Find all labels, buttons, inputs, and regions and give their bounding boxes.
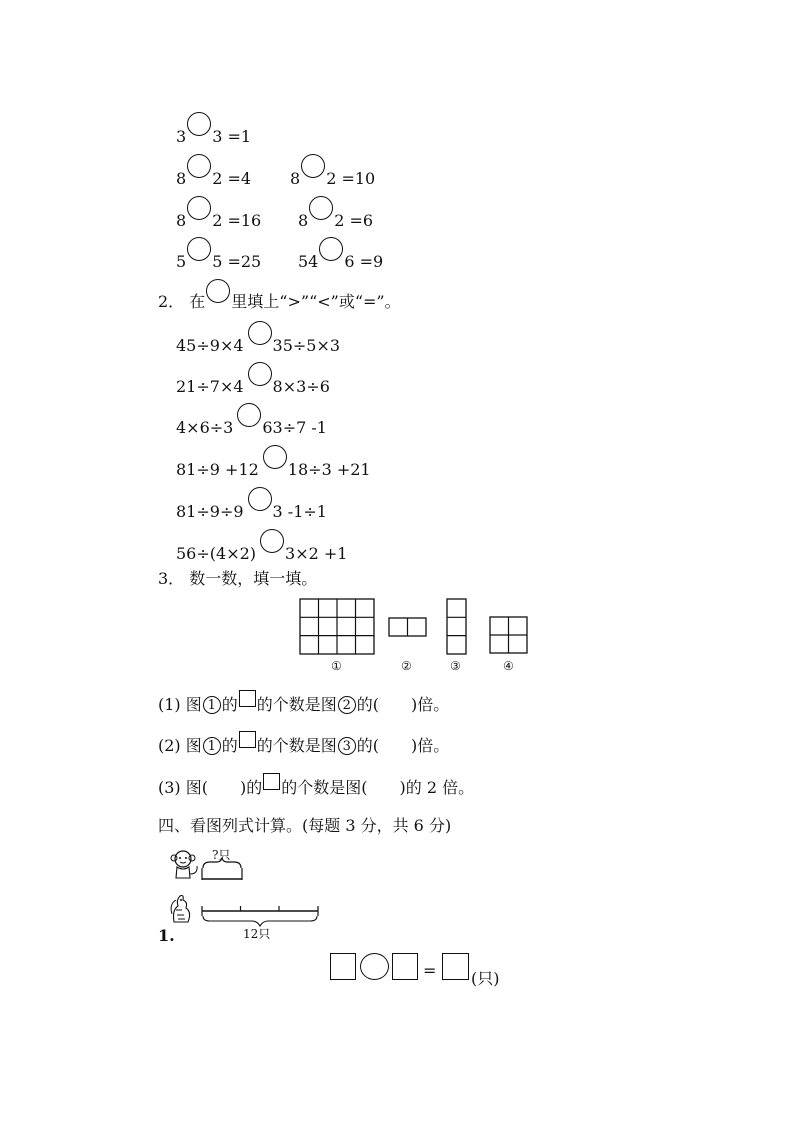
fill-operator-item: 8 2 =4 [176, 154, 251, 188]
question-3-title: 3． 数一数，填一填。 [158, 569, 318, 588]
question-3-sub-2: (2) 图 1 的 的个数是图 3 的( )倍。 [158, 731, 449, 756]
figure-label-4: ④ [503, 659, 514, 673]
square-icon [239, 731, 256, 748]
answer-circle-icon [206, 279, 230, 303]
question-prefix: 在 [189, 292, 206, 311]
fill-operator-item: 8 2 =16 [176, 196, 261, 230]
circled-number: 1 [203, 696, 221, 714]
answer-circle-icon[interactable] [187, 196, 211, 220]
fill-operator-item: 3 3 =1 [176, 112, 251, 146]
fill-operator-item: 54 6 =9 [298, 237, 383, 271]
top-brace-bar [200, 858, 244, 884]
question-instruction: 里填上“>”“<”或“=”。 [231, 292, 401, 311]
answer-box-2[interactable] [392, 953, 418, 980]
answer-box-result[interactable] [442, 953, 469, 980]
question-3-sub-3: (3) 图( )的 的个数是图( )的 2 倍。 [158, 773, 474, 798]
compare-item: 81÷9 +12 18÷3 +21 [176, 445, 371, 479]
circled-number: 1 [203, 737, 221, 755]
answer-circle-icon[interactable] [319, 237, 343, 261]
answer-box-1[interactable] [330, 953, 356, 980]
answer-circle-icon[interactable] [248, 487, 272, 511]
monkey-icon [168, 848, 202, 882]
answer-circle-icon[interactable] [187, 154, 211, 178]
question-3-sub-1: (1) 图 1 的 的个数是图 2 的( )倍。 [158, 690, 449, 715]
compare-item: 4×6÷3 63÷7 -1 [176, 403, 327, 437]
operator-circle[interactable] [360, 953, 389, 980]
fill-operator-item: 5 5 =25 [176, 237, 261, 271]
answer-circle-icon[interactable] [187, 112, 211, 136]
figure-4-grid [489, 616, 529, 655]
squirrel-icon [168, 892, 198, 924]
answer-circle-icon[interactable] [237, 403, 261, 427]
answer-circle-icon[interactable] [187, 237, 211, 261]
answer-circle-icon[interactable] [248, 321, 272, 345]
figure-label-1: ① [331, 659, 342, 673]
square-icon [263, 773, 280, 790]
circled-number: 3 [338, 737, 356, 755]
compare-item: 81÷9÷9 3 -1÷1 [176, 487, 327, 521]
section-4-title: 四、看图列式计算。(每题 3 分，共 6 分) [158, 816, 452, 835]
answer-circle-icon[interactable] [263, 445, 287, 469]
square-icon [239, 690, 256, 707]
figure-label-3: ③ [450, 659, 461, 673]
question-2-title [158, 279, 401, 312]
compare-item: 56÷(4×2) 3×2 +1 [176, 529, 347, 563]
answer-circle-icon[interactable] [301, 154, 325, 178]
fill-operator-item: 8 2 =10 [290, 154, 375, 188]
answer-circle-icon[interactable] [248, 362, 272, 386]
fill-operator-item: 8 2 =6 [298, 196, 373, 230]
figure-label-2: ② [401, 659, 412, 673]
equals-sign: = [423, 961, 437, 980]
answer-circle-icon[interactable] [309, 196, 333, 220]
compare-item: 21÷7×4 8×3÷6 [176, 362, 330, 396]
label-unknown-count: ?只 [212, 848, 231, 862]
figure-1-grid [299, 598, 377, 656]
compare-item: 45÷9×4 35÷5×3 [176, 321, 340, 355]
problem-number: 1. [158, 926, 175, 945]
figure-3-grid [446, 598, 468, 656]
unit-label: (只) [471, 969, 500, 988]
circled-number: 2 [338, 696, 356, 714]
figure-2-grid [388, 617, 428, 637]
label-total-count: 12只 [243, 927, 271, 941]
answer-circle-icon[interactable] [260, 529, 284, 553]
question-number: 2． [158, 292, 185, 311]
